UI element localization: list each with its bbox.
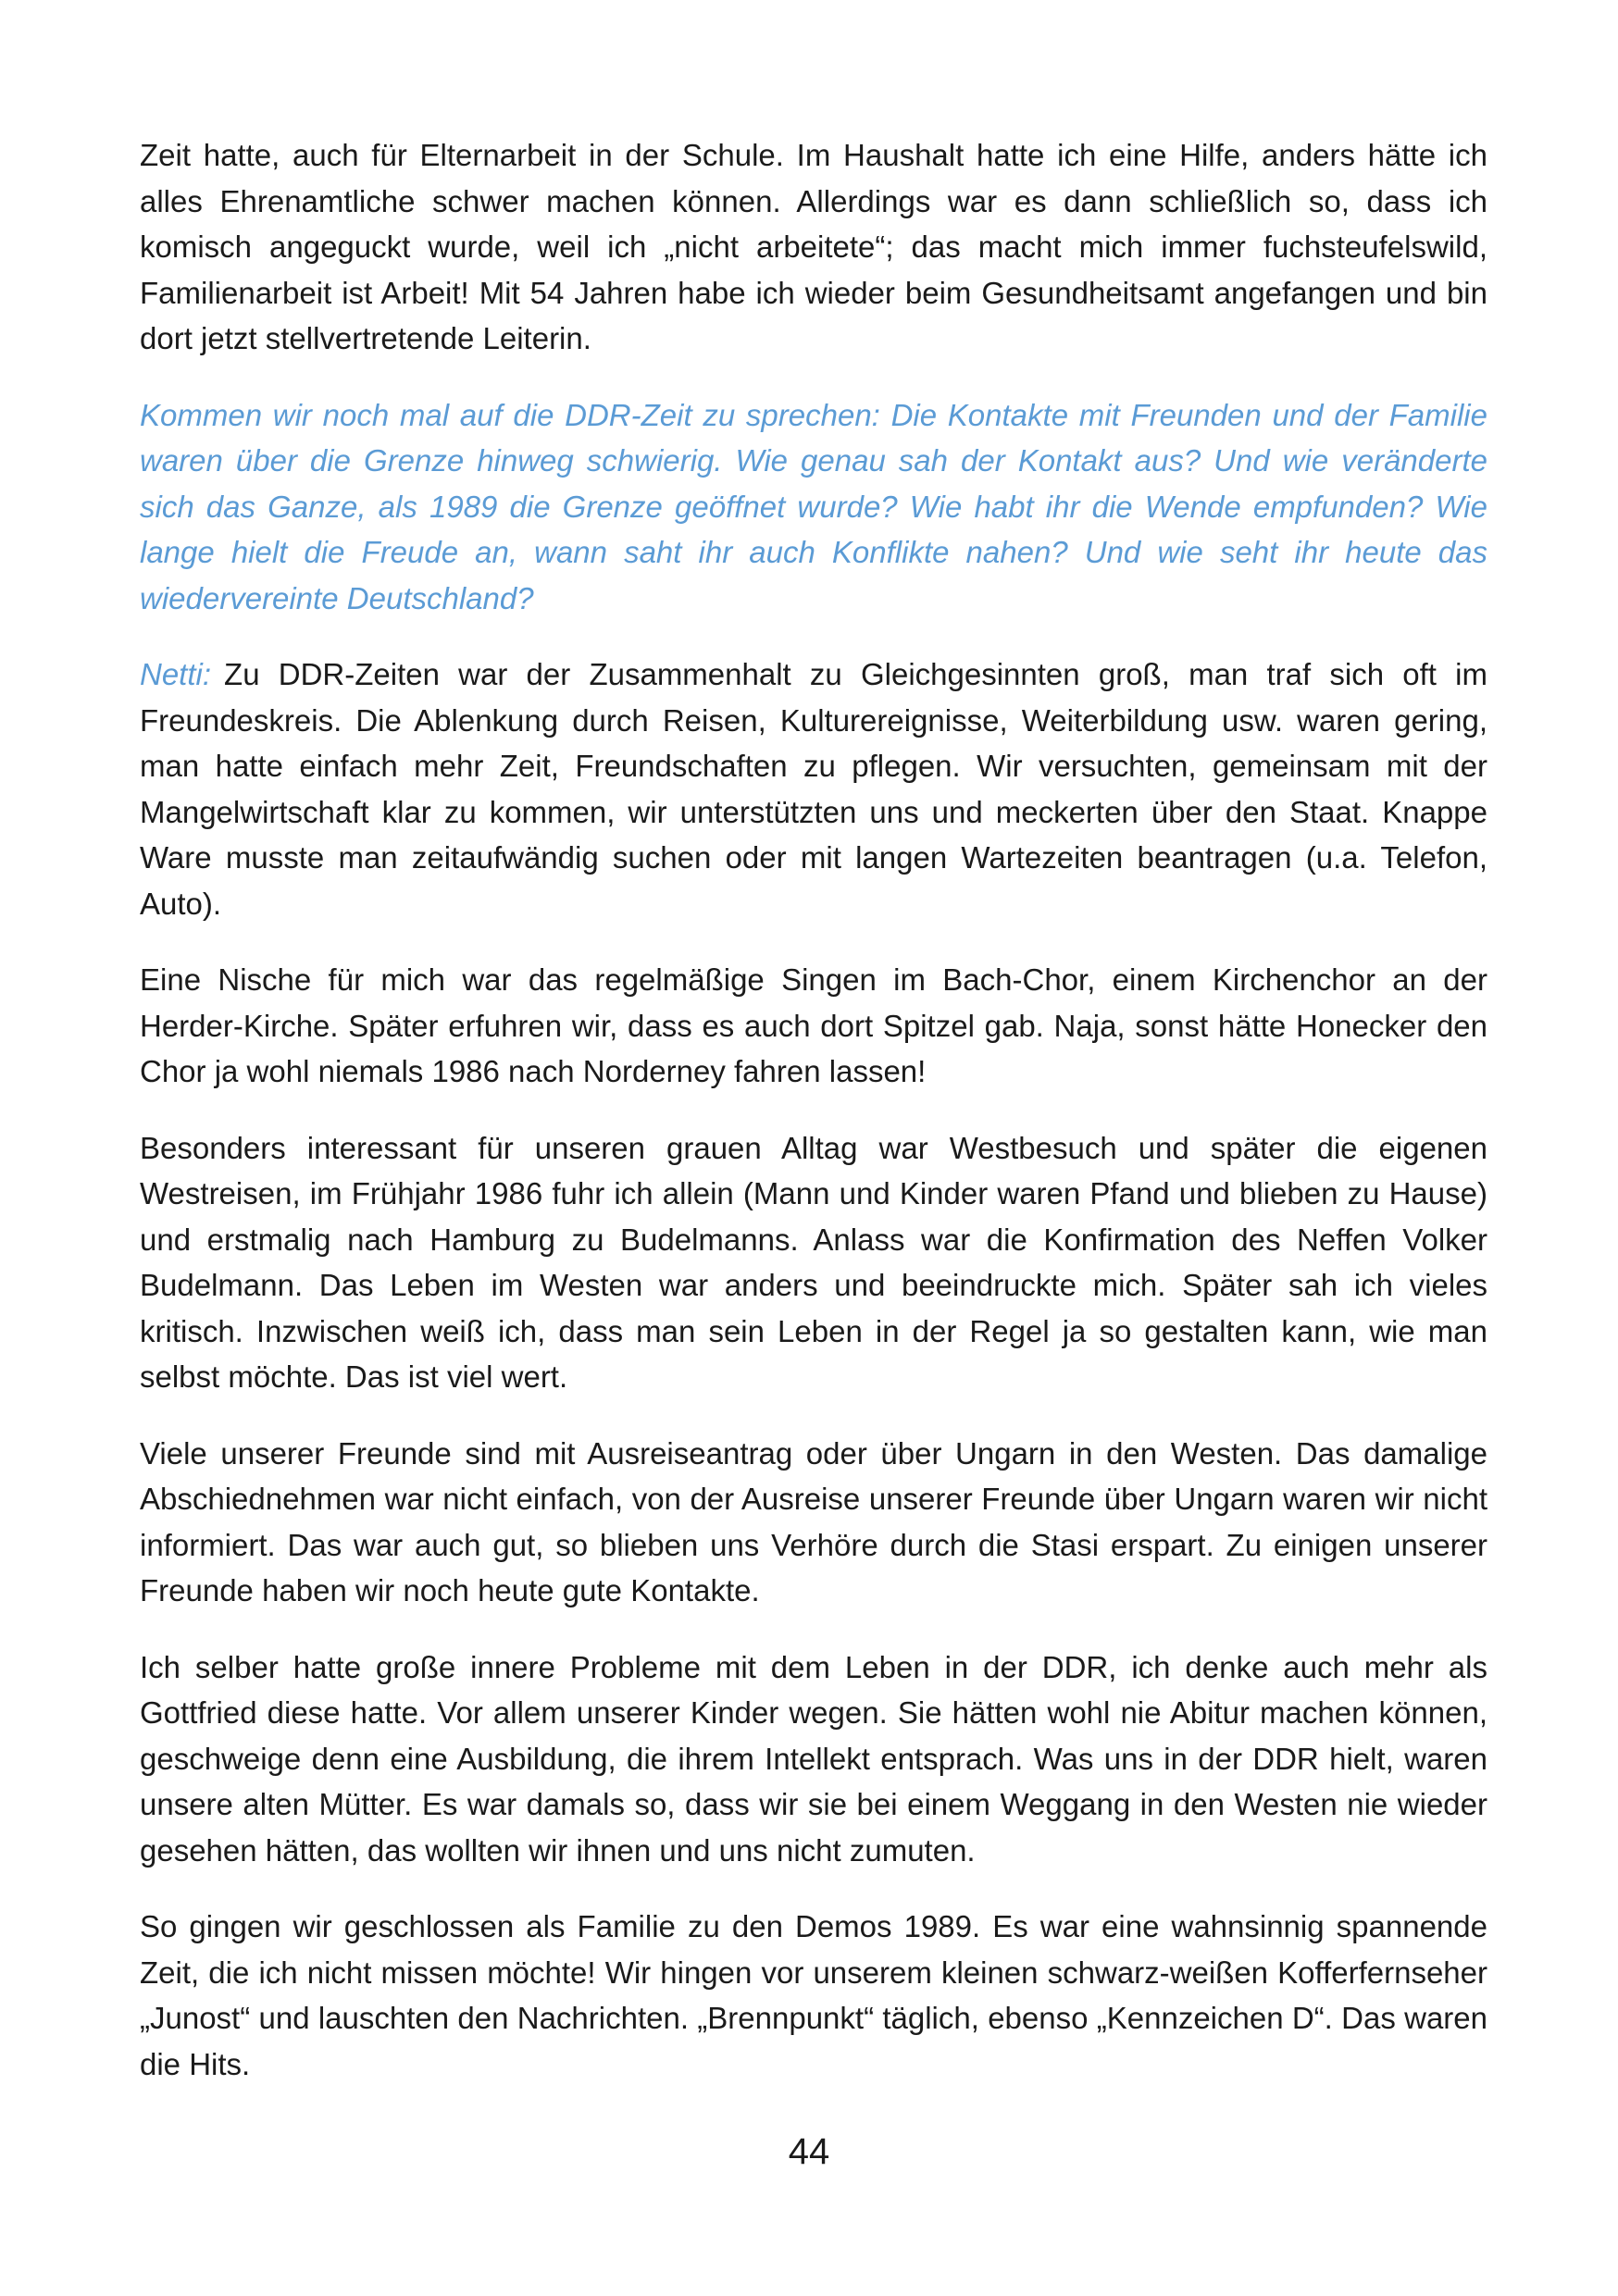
paragraph-bach-chor: Eine Nische für mich war das regelmäßige Singen im Bach-Chor, einem Kirchenchor an der Herder-Kirche. Später erfuhren wir, dass es auch dort Spitzel gab. Naja, sonst hätte Honecker den Chor ja wohl niemals 1986 nach Norderney fahren lassen! <box>140 962 1487 1088</box>
paragraph-ausreise: Viele unserer Freunde sind mit Ausreiseantrag oder über Ungarn in den Westen. Das damalige Abschiednehmen war nicht einfach, von der Ausreise unserer Freunde über Ungarn waren wir nicht informiert. Das war auch gut, so blieben uns Verhöre durch die Stasi erspart. Zu einigen unserer Freunde haben wir noch heute gute Kontakte. <box>140 1435 1487 1607</box>
paragraph-elternarbeit: Zeit hatte, auch für Elternarbeit in der Schule. Im Haushalt hatte ich eine Hilfe, anders hätte ich alles Ehrenamtliche schwer machen können. Allerdings war es dann schließlich so, dass ich komisch angeguckt wurde, weil ich „nicht arbeitete“; das macht mich immer fuchsteufelswild, Familienarbeit ist Arbeit! Mit 54 Jahren habe ich wieder beim Gesundheitsamt angefangen und bin dort jetzt stellvertretende Leiterin. <box>140 138 1487 355</box>
speaker-label: Netti: <box>140 657 212 691</box>
page-body <box>140 132 1487 2117</box>
paragraph-westbesuch: Besonders interessant für unseren grauen Alltag war Westbesuch und später die eigenen Westreisen, im Frühjahr 1986 fuhr ich allein (Mann und Kinder waren Pfand und blieben zu Hause) und erstmalig nach Hamburg zu Budelmanns. Anlass war die Konfirmation des Neffen Volker Budelmann. Das Leben im Westen war anders und beeindruckte mich. Später sah ich vieles kritisch. Inzwischen weiß ich, dass man sein Leben in der Regel ja so gestalten kann, wie man selbst möchte. Das ist viel wert. <box>140 1130 1487 1394</box>
answer-paragraph <box>140 652 1487 926</box>
page-number: 44 <box>788 2131 830 2172</box>
paragraph-probleme-ddr: Ich selber hatte große innere Probleme mit dem Leben in der DDR, ich denke auch mehr als Gottfried diese hatte. Vor allem unserer Kinder wegen. Sie hätten wohl nie Abitur machen können, geschweige denn eine Ausbildung, die ihrem Intellekt entsprach. Was uns in der DDR hielt, waren unsere alten Mütter. Es war damals so, dass wir sie bei einem Weggang in den Westen nie wieder gesehen hätten, das wollten wir ihnen und uns nicht zumuten. <box>140 1649 1487 1868</box>
paragraph-demos-1989: So gingen wir geschlossen als Familie zu den Demos 1989. Es war eine wahnsinnig spannende Zeit, die ich nicht missen möchte! Wir hingen vor unserem kleinen schwarz-weißen Kofferfernseher „Junost“ und lauschten den Nachrichten. „Brennpunkt“ täglich, ebenso „Kennzeichen D“. Das waren die Hits. <box>140 1909 1487 2081</box>
answer-text: Zu DDR-Zeiten war der Zusammenhalt zu Gleichgesinnten groß, man traf sich oft im Freundeskreis. Die Ablenkung durch Reisen, Kulturereignisse, Weiterbildung usw. waren gering, man hatte einfach mehr Zeit, Freundschaften zu pflegen. Wir versuchten, gemeinsam mit der Mangelwirtschaft klar zu kommen, wir unterstützten uns und meckerten über den Staat. Knappe Ware musste man zeitaufwändig suchen oder mit langen Wartezeiten beantragen (u.a. Telefon, Auto). <box>140 657 1487 921</box>
interview-question: Kommen wir noch mal auf die DDR-Zeit zu sprechen: Die Kontakte mit Freunden und der Familie waren über die Grenze hinweg schwierig. Wie genau sah der Kontakt aus? Und wie veränderte sich das Ganze, als 1989 die Grenze geöffnet wurde? Wie habt ihr die Wende empfunden? Wie lange hielt die Freude an, wann saht ihr auch Konflikte nahen? Und wie seht ihr heute das wiedervereinte Deutschland? <box>140 397 1487 615</box>
